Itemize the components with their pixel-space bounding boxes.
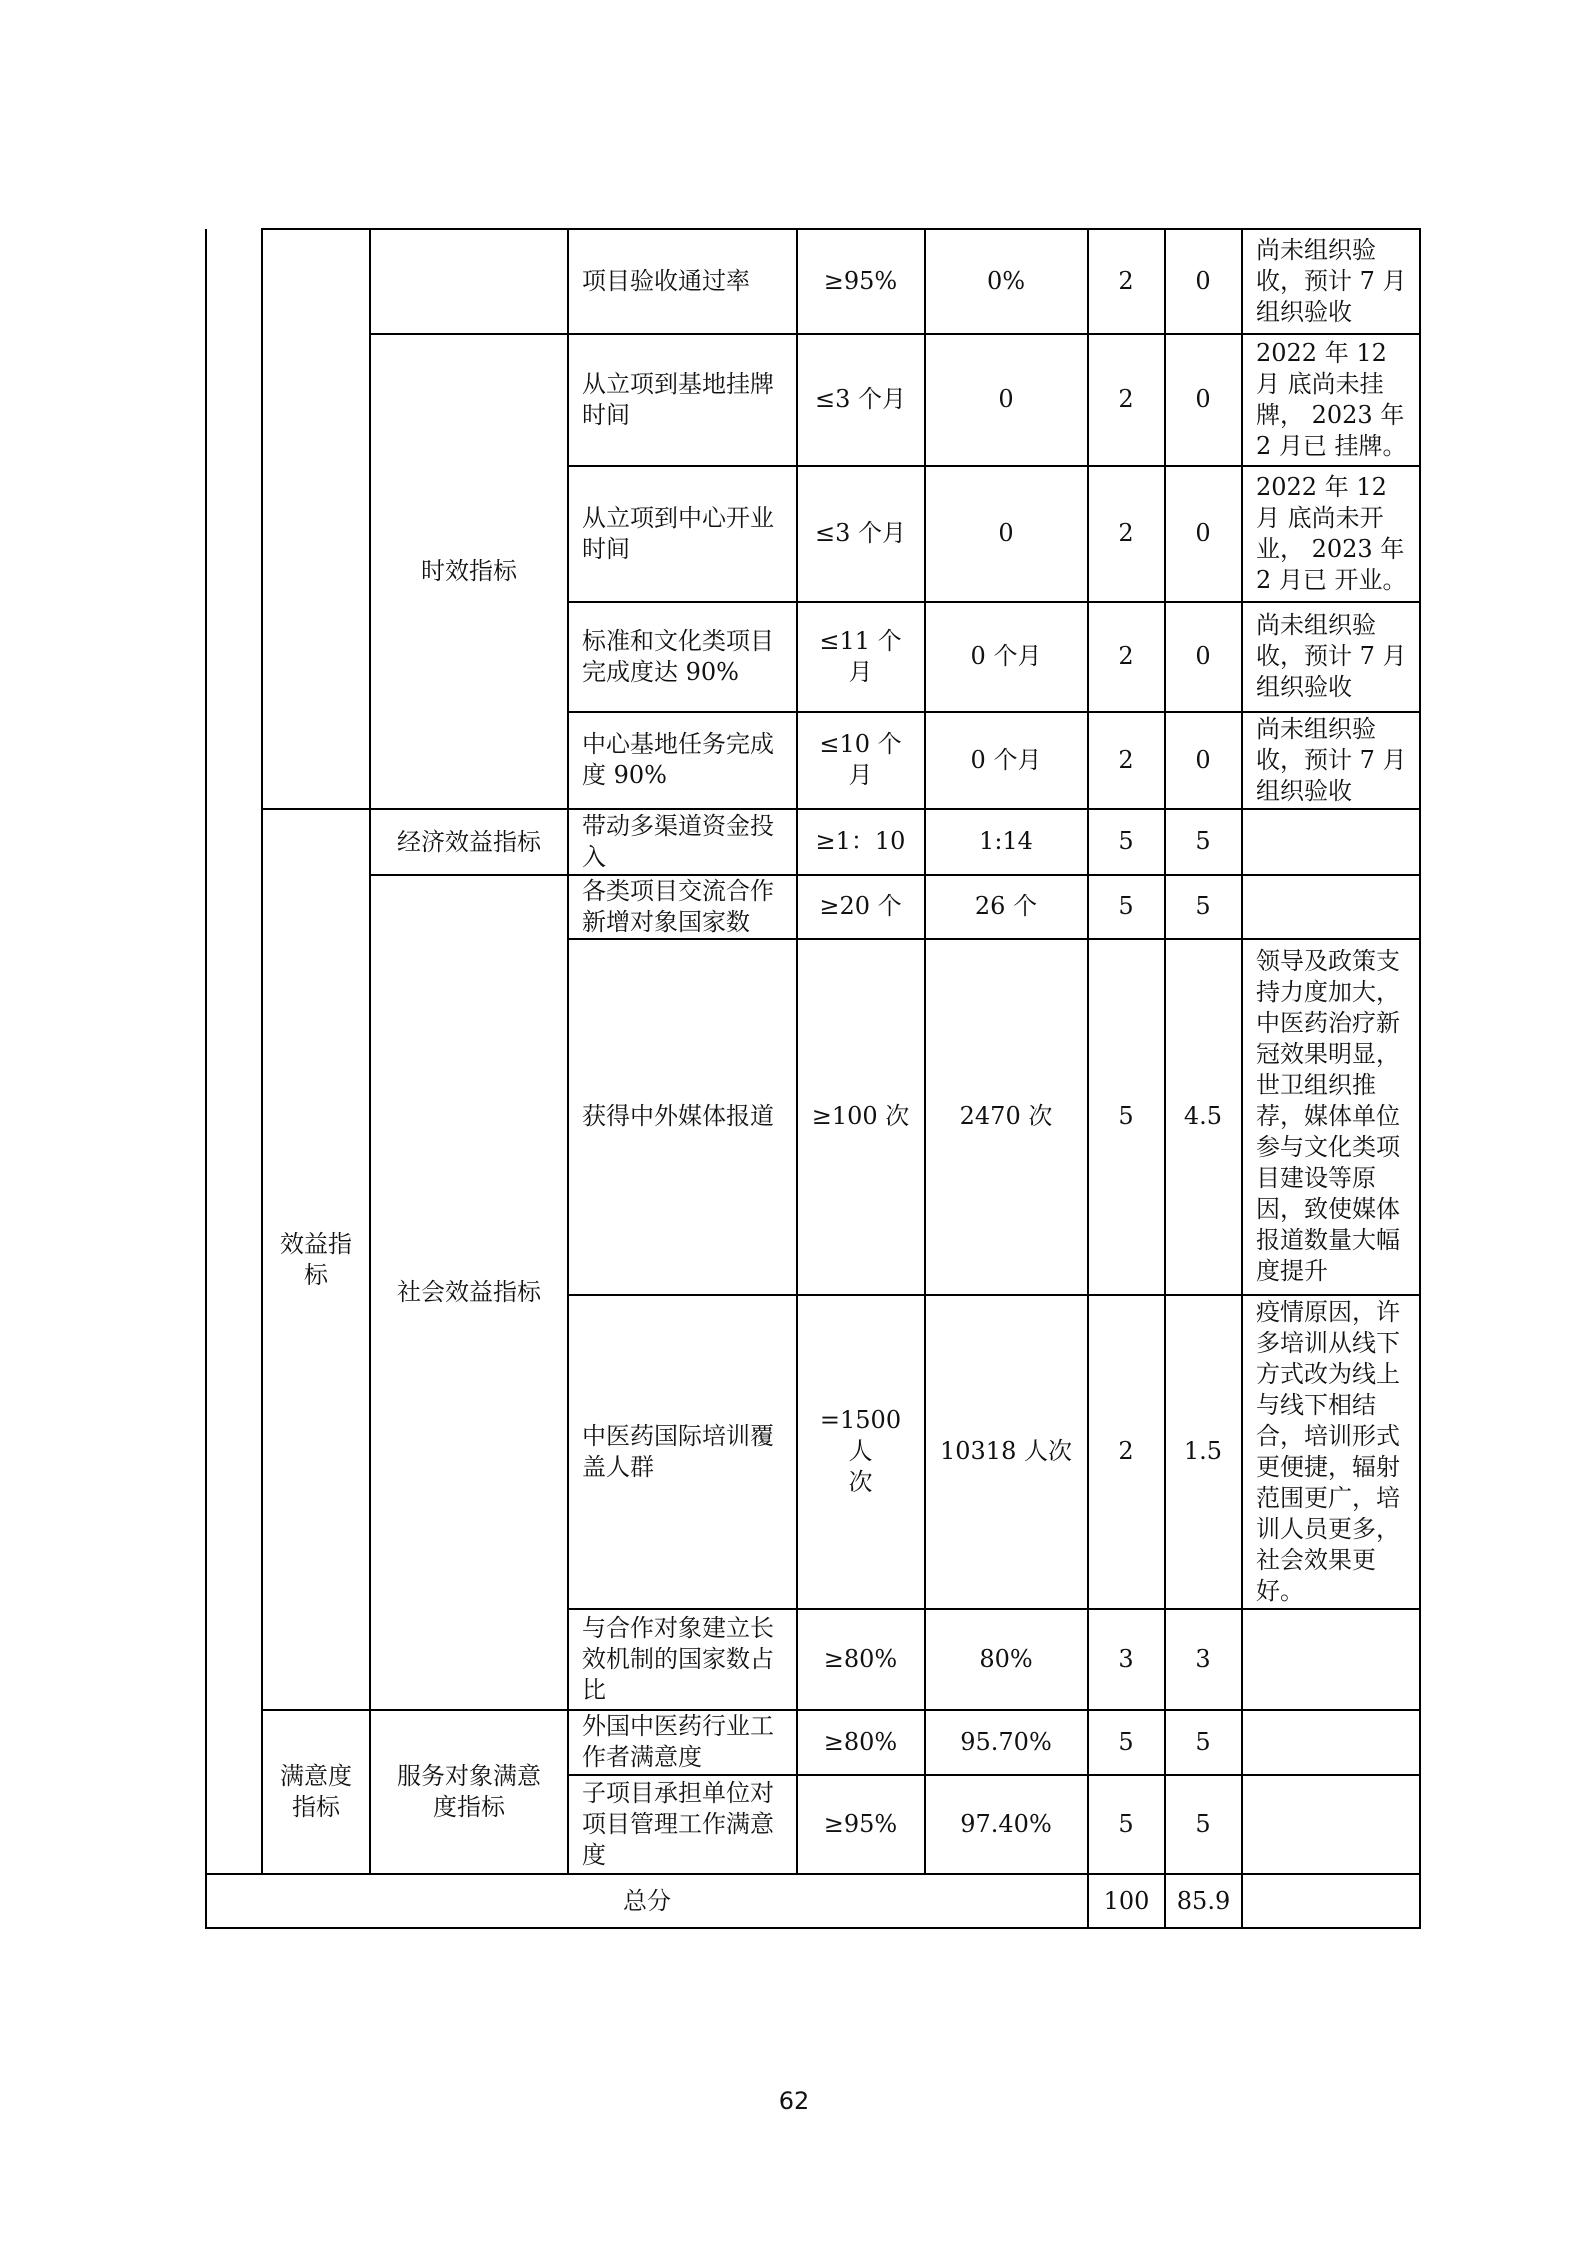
- row-4-target: ≤11 个 月: [819, 626, 902, 686]
- row-8-score: 4.5: [1183, 1102, 1223, 1130]
- row-5-target: ≤10 个 月: [819, 730, 902, 789]
- rule-v-actual-left: [924, 229, 926, 1875]
- row-6-actual: 1:14: [979, 827, 1033, 855]
- sub-economic: 经济效益指标: [397, 827, 541, 856]
- rule-v-indicator-left: [567, 229, 569, 1875]
- row-12-score: 5: [1195, 1809, 1211, 1838]
- rule-h-total-top: [205, 1873, 1421, 1875]
- row-10-weight: 3: [1118, 1644, 1134, 1673]
- row-7-target: ≥20 个: [819, 892, 902, 920]
- row-11-note: [1242, 1710, 1419, 1774]
- row-6-weight: 5: [1118, 827, 1134, 855]
- row-2-note: 2022 年 12 月 底尚未挂牌， 2023 年 2 月已 挂牌。: [1256, 338, 1407, 460]
- row-12-indicator: 子项目承担单位对 项目管理工作满意 度: [582, 1778, 774, 1869]
- row-8-actual: 2470 次: [959, 1102, 1053, 1130]
- row-9-target: =1500 人 次: [819, 1406, 902, 1496]
- row-12-note: [1242, 1775, 1419, 1873]
- total-score: 85.9: [1176, 1886, 1231, 1915]
- row-1-note: 尚未组织验 收，预计 7 月 组织验收: [1256, 235, 1407, 326]
- row-1-target: ≥95%: [823, 266, 898, 295]
- rule-h-row4: [567, 711, 1421, 713]
- rule-v-score-left: [1164, 229, 1166, 1929]
- row-5-score: 0: [1195, 745, 1211, 774]
- row-5-indicator: 中心基地任务完成 度 90%: [582, 730, 774, 789]
- row-11-weight: 5: [1118, 1727, 1134, 1756]
- rule-h-row5: [261, 808, 1421, 810]
- rule-h-row11: [567, 1774, 1421, 1776]
- row-3-weight: 2: [1118, 519, 1134, 547]
- row-8-weight: 5: [1118, 1102, 1134, 1130]
- rule-v-group-left: [261, 229, 263, 1875]
- row-9-weight: 2: [1118, 1437, 1134, 1465]
- row-6-target: ≥1：10: [815, 827, 906, 855]
- total-note: [1242, 1874, 1420, 1928]
- row-9-score: 1.5: [1183, 1437, 1223, 1465]
- sub-social: 社会效益指标: [397, 1278, 541, 1306]
- row-2-target: ≤3 个月: [814, 385, 906, 413]
- row-4-note: 尚未组织验 收，预计 7 月 组织验收: [1256, 611, 1407, 701]
- rule-v-outer-right: [1419, 229, 1421, 1929]
- row-11-target: ≥80%: [823, 1727, 898, 1756]
- row-6-note: [1242, 809, 1419, 874]
- rule-h-bottom: [205, 1927, 1421, 1929]
- row-4-actual: 0 个月: [970, 642, 1042, 670]
- row-5-weight: 2: [1118, 745, 1134, 774]
- rule-v-outer-left: [205, 229, 207, 1929]
- rule-h-row1: [369, 333, 1421, 335]
- row-4-weight: 2: [1118, 642, 1134, 670]
- row-10-actual: 80%: [979, 1644, 1033, 1673]
- total-weight: 100: [1103, 1886, 1150, 1915]
- row-10-target: ≥80%: [823, 1644, 898, 1673]
- row-7-score: 5: [1195, 892, 1211, 920]
- sub-service: 服务对象满意 度指标: [397, 1762, 541, 1821]
- row-7-indicator: 各类项目交流合作 新增对象国家数: [582, 876, 774, 936]
- rule-h-row7: [567, 938, 1421, 940]
- row-12-weight: 5: [1118, 1809, 1134, 1838]
- row-1-weight: 2: [1118, 266, 1134, 295]
- row-9-note: 疫情原因，许多培训从线下方式改为线上与线下相结合，培训形式更便捷，辐射范围更广，培训人员更多，社会效果更好。: [1256, 1297, 1400, 1605]
- sub-timeliness: 时效指标: [421, 557, 517, 585]
- page-number: 62: [778, 2087, 810, 2115]
- row-7-actual: 26 个: [974, 892, 1038, 920]
- group-satisfaction: 满意度 指标: [280, 1762, 352, 1821]
- row-12-target: ≥95%: [823, 1809, 898, 1838]
- row-9-indicator: 中医药国际培训覆 盖人群: [582, 1421, 774, 1481]
- row-10-note: [1242, 1609, 1419, 1709]
- rule-v-weight-left: [1087, 229, 1089, 1929]
- row-8-target: ≥100 次: [811, 1102, 910, 1130]
- row-8-note: 领导及政策支持力度加大，中医药治疗新冠效果明显，世卫组织推荐，媒体单位参与文化类项目建设等原因，致使媒体报道数量大幅度提升: [1256, 947, 1400, 1285]
- row-6-score: 5: [1195, 827, 1211, 855]
- row-11-score: 5: [1195, 1727, 1211, 1756]
- row-3-actual: 0: [998, 519, 1014, 547]
- row-3-score: 0: [1195, 519, 1211, 547]
- row-3-target: ≤3 个月: [814, 519, 906, 547]
- row-11-indicator: 外国中医药行业工 作者满意度: [582, 1712, 774, 1771]
- row-4-score: 0: [1195, 642, 1211, 670]
- row-2-score: 0: [1195, 385, 1211, 413]
- row-8-indicator: 获得中外媒体报道: [582, 1102, 774, 1130]
- row-1-indicator: 项目验收通过率: [582, 266, 750, 295]
- rule-v-target-left: [796, 229, 798, 1875]
- rule-h-row2: [567, 465, 1421, 467]
- rule-v-sub-left: [369, 229, 371, 1875]
- rule-h-row10: [261, 1709, 1421, 1711]
- row-7-weight: 5: [1118, 892, 1134, 920]
- rule-v-note-left: [1241, 229, 1243, 1929]
- rule-h-row8: [567, 1294, 1421, 1296]
- rule-h-row3: [567, 601, 1421, 603]
- group-benefit: 效益指 标: [280, 1229, 352, 1289]
- row-7-note: [1242, 875, 1419, 938]
- row-2-indicator: 从立项到基地挂牌 时间: [582, 369, 774, 429]
- row-6-indicator: 带动多渠道资金投 入: [582, 811, 774, 871]
- row-2-weight: 2: [1118, 385, 1134, 413]
- row-10-score: 3: [1195, 1644, 1211, 1673]
- row-5-actual: 0 个月: [970, 745, 1042, 774]
- row-5-note: 尚未组织验 收，预计 7 月 组织验收: [1256, 714, 1407, 805]
- row-12-actual: 97.40%: [960, 1809, 1052, 1838]
- row-3-note: 2022 年 12 月 底尚未开业， 2023 年 2 月已 开业。: [1256, 472, 1407, 594]
- row-1-score: 0: [1195, 266, 1211, 295]
- rule-h-row6: [369, 874, 1421, 876]
- row-10-indicator: 与合作对象建立长 效机制的国家数占 比: [582, 1613, 774, 1704]
- row-2-actual: 0: [998, 385, 1014, 413]
- row-4-indicator: 标准和文化类项目 完成度达 90%: [582, 626, 774, 686]
- row-3-indicator: 从立项到中心开业 时间: [582, 503, 774, 563]
- row-11-actual: 95.70%: [960, 1727, 1052, 1756]
- row-1-actual: 0%: [986, 266, 1026, 295]
- rule-h-top: [261, 228, 1421, 230]
- total-label: 总分: [623, 1886, 671, 1915]
- rule-h-row9: [567, 1608, 1421, 1610]
- row-9-actual: 10318 人次: [940, 1437, 1072, 1465]
